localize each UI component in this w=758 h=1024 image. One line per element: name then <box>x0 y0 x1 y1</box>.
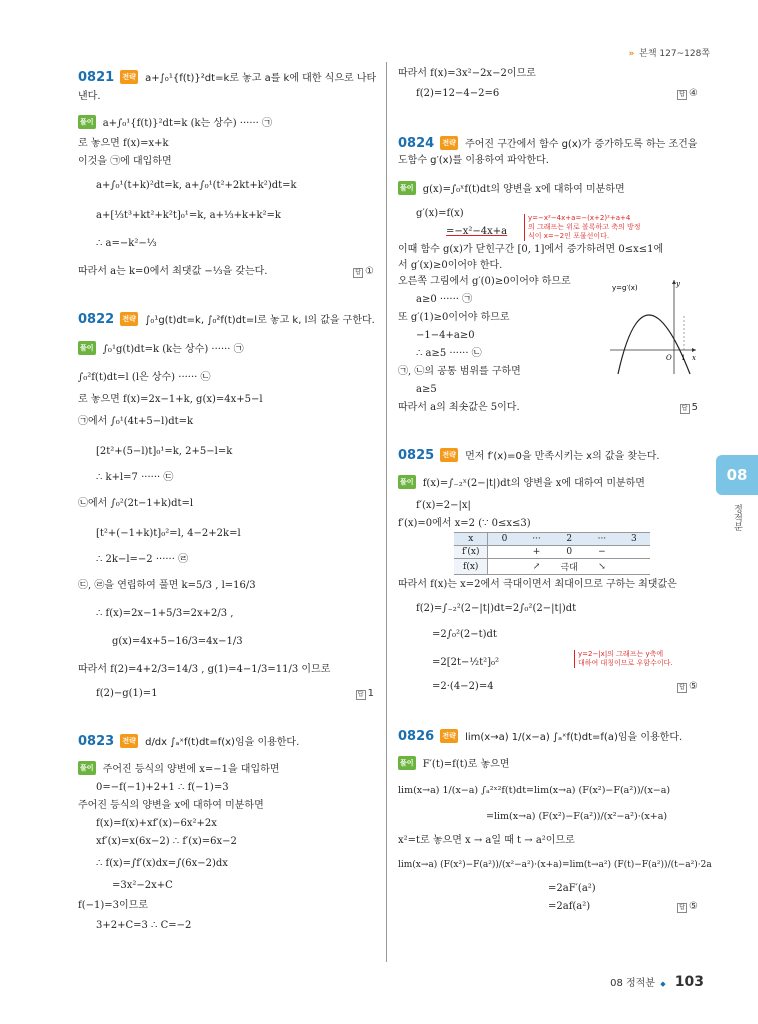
math-text: 주어진 등식의 양변에 x=−1을 대입하면 <box>102 764 280 775</box>
solution-line: 이때 함수 g(x)가 닫힌구간 [0, 1]에서 증가하려면 0≤x≤1에 <box>398 244 664 255</box>
solution-tag: 풀이 <box>78 115 96 129</box>
solution-line: x²=t로 놓으면 x → a일 때 t → a²이므로 <box>398 835 575 846</box>
answer-value: 1 <box>367 688 374 699</box>
table-cell <box>618 559 650 575</box>
solution-line <box>398 901 698 913</box>
note-line: 식이 x=−2인 포물선이다. <box>528 232 610 240</box>
strategy-tag: 전략 <box>120 734 138 748</box>
answer-mark <box>677 681 698 693</box>
problem-0824 <box>398 136 698 414</box>
problem-number: 0821 <box>78 70 115 85</box>
solution-line: 이것을 ㉠에 대입하면 <box>78 156 172 167</box>
strategy-tag: 전략 <box>120 312 138 326</box>
solution-line <box>398 181 698 196</box>
table-cell: − <box>586 546 618 559</box>
chapter-tab: 08 <box>716 455 758 495</box>
solution-line: lim(x→a) (F(x²)−F(a²))/(x²−a²)·(x+a)=lim(t→a²) (F(t)−F(a²))/(t−a²)·2a <box>398 860 712 870</box>
x-axis-label: x <box>692 354 696 362</box>
solution-line <box>78 341 374 356</box>
strategy-text: 먼저 f′(x)=0을 만족시키는 x의 값을 찾는다. <box>465 451 660 462</box>
solution-line <box>78 688 374 700</box>
solution-line: a+∫₀¹(t+k)²dt=k, a+∫₀¹(t²+2kt+k²)dt=k <box>96 180 297 191</box>
note-line: y=−x²−4x+a=−(x+2)²+a+4 <box>528 214 631 222</box>
solution-line: g′(x)=f(x) <box>416 208 464 219</box>
solution-line: ∴ a=−k²−⅓ <box>96 238 157 249</box>
solution-line <box>78 266 374 278</box>
left-column <box>78 62 377 932</box>
table-cell <box>488 546 521 559</box>
math-text: a+∫₀¹{f(t)}²dt=k (k는 상수) ······ ㉠ <box>102 118 273 129</box>
answer-icon: 답 <box>353 268 363 278</box>
problem-heading <box>78 70 377 85</box>
parabola-curve <box>618 315 690 374</box>
note-line: 의 그래프는 위로 볼록하고 축의 방정 <box>528 223 641 231</box>
diamond-icon: ◆ <box>660 980 666 988</box>
solution-line <box>78 115 374 130</box>
table-cell: + <box>520 546 552 559</box>
solution-line: f(−1)=3이므로 <box>78 900 148 911</box>
solution-tag: 풀이 <box>398 181 416 195</box>
solution-line: f(x)=f(x)+xf′(x)−6x²+2x <box>96 818 217 829</box>
solution-line: f′(x)=0에서 x=2 (∵ 0≤x≤3) <box>398 518 531 529</box>
table-cell: 0 <box>552 546 585 559</box>
solution-line: 3+2+C=3 ∴ C=−2 <box>96 920 192 931</box>
solution-line: ∴ f(x)=2x−1+5/3=2x+2/3 , <box>96 608 234 619</box>
solution-line: ㉡에서 ∫₀²(2t−1+k)dt=l <box>78 498 194 509</box>
answer-value: ⑤ <box>689 681 698 692</box>
strategy-tag: 전략 <box>440 448 458 462</box>
math-text: f(x)=∫₋₂ˣ(2−|t|)dt의 양변을 x에 대하여 미분하면 <box>422 478 645 489</box>
solution-line: 따라서 f(2)=4+2/3=14/3 , g(1)=4−1/3=11/3 이므로 <box>78 664 331 675</box>
math-text: ∫₀¹g(t)dt=k (k는 상수) ······ ㉠ <box>102 344 244 355</box>
solution-line: 또 g′(1)≥0이어야 하므로 <box>398 312 510 323</box>
problem-0825 <box>398 448 698 693</box>
page-number: 103 <box>674 974 704 990</box>
problem-heading <box>398 729 698 744</box>
table-cell: ↘ <box>586 559 618 575</box>
solution-line: a+[⅓t³+kt²+k²t]₀¹=k, a+⅓+k+k²=k <box>96 210 281 221</box>
problem-number: 0823 <box>78 734 115 749</box>
table-cell: 2 <box>552 533 585 546</box>
solution-line: ∴ k+l=7 ······ ㉢ <box>96 472 174 483</box>
strategy-tag: 전략 <box>120 70 138 84</box>
answer-icon: 답 <box>680 404 690 414</box>
solution-line: [2t²+(5−l)t]₀¹=k, 2+5−l=k <box>96 446 233 457</box>
strategy-text-cont: 낸다. <box>78 91 101 102</box>
solution-line: ∫₀²f(t)dt=l (l은 상수) ······ ㉡ <box>78 372 211 383</box>
answer-icon: 답 <box>677 903 687 913</box>
solution-line: 따라서 f(x)=3x²−2x−2이므로 <box>398 68 536 79</box>
solution-line: =2[2t−½t²]₀² <box>432 657 500 668</box>
math-text: 따라서 a의 최솟값은 5이다. <box>398 402 520 413</box>
math-text: g(x)=∫₀ˣf(t)dt의 양변을 x에 대하여 미분하면 <box>422 184 625 195</box>
problem-0826 <box>398 729 712 913</box>
table-row <box>454 559 650 575</box>
solution-line <box>398 756 698 771</box>
math-text: =−x²−4x+a <box>446 226 508 237</box>
tick-label: 1 <box>681 354 686 362</box>
solution-line: xf′(x)=x(6x−2) ∴ f′(x)=6x−2 <box>96 836 237 847</box>
solution-line: =2aF′(a²) <box>548 883 596 894</box>
answer-value: ⑤ <box>689 901 698 912</box>
solution-line <box>398 681 698 693</box>
math-text: f(2)=12−4−2=6 <box>416 88 500 99</box>
solution-line: 로 놓으면 f(x)=2x−1+k, g(x)=4x+5−l <box>78 394 263 405</box>
math-text: f(2)−g(1)=1 <box>96 688 158 699</box>
strategy-text-cont: 도함수 g′(x)를 이용하여 파악한다. <box>398 155 549 166</box>
problem-heading <box>398 448 698 463</box>
table-cell <box>618 546 650 559</box>
footer-chapter: 08 정적분 <box>610 978 655 989</box>
problem-0823 <box>78 734 374 932</box>
problem-number: 0822 <box>78 312 115 327</box>
problem-number: 0825 <box>398 448 435 463</box>
answer-icon: 답 <box>677 90 687 100</box>
solution-tag: 풀이 <box>398 756 416 770</box>
solution-line <box>398 475 698 490</box>
solution-line: ∴ a≥5 ······ ㉡ <box>416 348 482 359</box>
solution-line: ㉠, ㉡의 공통 범위를 구하면 <box>398 366 521 377</box>
solution-line <box>398 88 698 100</box>
problem-heading <box>398 136 698 151</box>
table-cell: f(x) <box>454 559 488 575</box>
chevron-right-icon: » <box>628 49 635 59</box>
page-reference <box>628 46 710 59</box>
solution-tag: 풀이 <box>78 341 96 355</box>
solution-line: ㉠에서 ∫₀¹(4t+5−l)dt=k <box>78 416 194 427</box>
solution-line: 서 g′(x)≥0이어야 한다. <box>398 260 503 271</box>
problem-heading <box>78 734 374 749</box>
solution-line: a≥0 ······ ㉠ <box>416 294 473 305</box>
y-axis-label: y <box>676 280 680 288</box>
table-cell: 3 <box>618 533 650 546</box>
solution-tag: 풀이 <box>78 761 96 775</box>
origin-label: O <box>666 354 672 362</box>
problem-0821 <box>78 70 377 278</box>
strategy-tag: 전략 <box>440 729 458 743</box>
solution-line: −1−4+a≥0 <box>416 330 475 341</box>
table-cell: 0 <box>488 533 521 546</box>
strategy-text: a+∫₀¹{f(t)}²dt=k로 놓고 a를 k에 대한 식으로 나타 <box>145 73 377 84</box>
solution-line: 로 놓으면 f(x)=x+k <box>78 138 169 149</box>
answer-value: ① <box>365 266 374 277</box>
margin-note <box>524 214 641 241</box>
problem-0823-continued <box>398 68 698 100</box>
note-line: 대하여 대칭이므로 우함수이다. <box>578 659 673 667</box>
solution-line <box>398 402 698 414</box>
parabola-graph <box>608 276 698 376</box>
math-text: 따라서 a는 k=0에서 최댓값 −⅓을 갖는다. <box>78 266 268 277</box>
strategy-text: ∫₀¹g(t)dt=k, ∫₀²f(t)dt=l로 놓고 k, l의 값을 구한다. <box>145 315 375 326</box>
table-cell: ↗ <box>520 559 552 575</box>
table-cell: x <box>454 533 488 546</box>
problem-0822 <box>78 312 374 700</box>
graph-label: y=g′(x) <box>612 284 638 292</box>
right-column <box>398 62 712 913</box>
answer-value: 5 <box>691 402 698 413</box>
answer-mark <box>356 688 374 700</box>
problem-number: 0826 <box>398 729 435 744</box>
solution-line: ㉢, ㉣을 연립하여 풀면 k=5/3 , l=16/3 <box>78 580 256 591</box>
solution-line: f(2)=∫₋₂²(2−|t|)dt=2∫₀²(2−|t|)dt <box>416 603 577 614</box>
solution-line: g(x)=4x+5−16/3=4x−1/3 <box>112 636 243 647</box>
math-text: F′(t)=f(t)로 놓으면 <box>422 759 510 770</box>
table-cell: 극대 <box>552 559 585 575</box>
math-text: =2af(a²) <box>548 901 591 912</box>
table-row <box>454 533 650 546</box>
solution-line: =lim(x→a) (F(x²)−F(a²))/(x²−a²)·(x+a) <box>486 811 668 822</box>
solution-line: 0=−f(−1)+2+1 ∴ f(−1)=3 <box>96 782 229 793</box>
answer-mark <box>680 402 698 414</box>
solution-line: lim(x→a) 1/(x−a) ∫ₐ²ˣ²f(t)dt=lim(x→a) (F(x²)−F(a²))/(x−a) <box>398 785 671 796</box>
answer-icon: 답 <box>356 690 366 700</box>
answer-icon: 답 <box>677 683 687 693</box>
solution-line <box>78 761 374 776</box>
reference-text: 본책 127~128쪽 <box>639 49 710 59</box>
page-footer <box>610 974 704 990</box>
solution-line: 오른쪽 그림에서 g′(0)≥0이어야 하므로 <box>398 276 571 287</box>
table-cell <box>488 559 521 575</box>
solution-line: =3x²−2x+C <box>112 880 173 891</box>
strategy-tag: 전략 <box>440 136 458 150</box>
solution-tag: 풀이 <box>398 475 416 489</box>
solution-line: [t²+(−1+k)t]₀²=l, 4−2+2k=l <box>96 528 241 539</box>
problem-number: 0824 <box>398 136 435 151</box>
solution-line: a≥5 <box>416 384 437 395</box>
solution-line: =2∫₀²(2−t)dt <box>432 629 497 640</box>
table-row <box>454 546 650 559</box>
note-line: y=2−|x|의 그래프는 y축에 <box>578 650 664 658</box>
answer-mark <box>677 901 698 913</box>
table-cell: f′(x) <box>454 546 488 559</box>
table-cell: ··· <box>520 533 552 546</box>
solution-line: f′(x)=2−|x| <box>416 500 471 511</box>
strategy-text: 주어진 구간에서 함수 g(x)가 증가하도록 하는 조건을 <box>465 139 698 150</box>
solution-line: 주어진 등식의 양변을 x에 대하여 미분하면 <box>78 800 264 811</box>
problem-heading <box>78 312 374 327</box>
strategy-text: lim(x→a) 1/(x−a) ∫ₐˣf(t)dt=f(a)임을 이용한다. <box>465 732 683 743</box>
math-text: =2·(4−2)=4 <box>432 681 494 692</box>
solution-line: ∴ 2k−l=−2 ······ ㉣ <box>96 554 189 565</box>
strategy-text: d/dx ∫ₐˣf(t)dt=f(x)임을 이용한다. <box>145 737 300 748</box>
answer-mark <box>353 266 374 278</box>
table-cell: ··· <box>586 533 618 546</box>
increase-decrease-table <box>454 532 650 575</box>
x-axis-arrow <box>692 348 696 352</box>
chapter-title: 정적분 <box>732 504 742 531</box>
column-divider <box>386 62 387 962</box>
answer-mark <box>677 88 698 100</box>
solution-line: 따라서 f(x)는 x=2에서 극대이면서 최대이므로 구하는 최댓값은 <box>398 579 677 590</box>
solution-line: ∴ f(x)=∫f′(x)dx=∫(6x−2)dx <box>96 858 228 869</box>
answer-value: ④ <box>689 88 698 99</box>
